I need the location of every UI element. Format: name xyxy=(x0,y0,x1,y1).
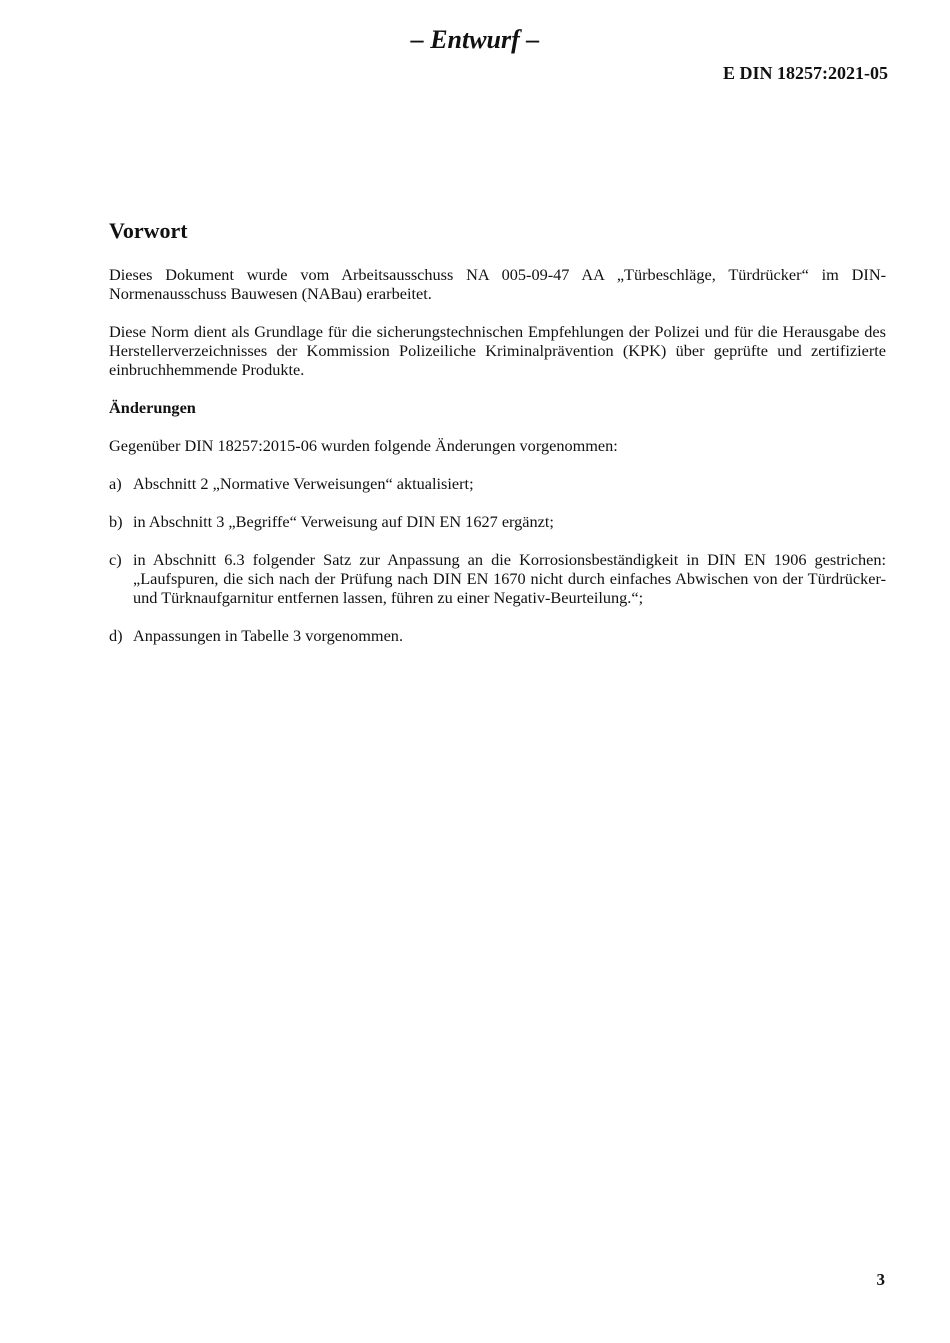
changes-list xyxy=(109,474,886,645)
list-item-text: in Abschnitt 6.3 folgender Satz zur Anpassung an die Korrosionsbeständigkeit in DIN EN 1906 gestrichen: „Laufspuren, die sich nach der Prüfung nach DIN EN 1670 nicht durch einfaches Abwischen von der Türdrücker- und Türknaufgarnitur entfernen lassen, führen zu einer Negativ-Beurteilung.“; xyxy=(133,550,886,607)
list-item xyxy=(109,512,886,531)
list-item xyxy=(109,550,886,607)
list-item xyxy=(109,626,886,645)
list-item-text: Anpassungen in Tabelle 3 vorgenommen. xyxy=(133,626,404,645)
page-number: 3 xyxy=(876,1270,885,1289)
list-item-marker: a) xyxy=(109,474,122,493)
foreword-paragraph-purpose: Diese Norm dient als Grundlage für die sicherungstechnischen Empfehlungen der Polizei und für die Herausgabe des Herstellerverzeichnisses der Kommission Polizeiliche Kriminalprävention (KPK) über geprüfte und zertifizierte einbruchhemmende Produkte. xyxy=(109,322,886,379)
changes-intro: Gegenüber DIN 18257:2015-06 wurden folgende Änderungen vorgenommen: xyxy=(109,436,618,455)
foreword-section xyxy=(109,217,886,664)
list-item xyxy=(109,474,886,493)
list-item-marker: b) xyxy=(109,512,123,531)
list-item-marker: c) xyxy=(109,550,122,569)
list-item-text: Abschnitt 2 „Normative Verweisungen“ aktualisiert; xyxy=(133,474,474,493)
draft-watermark-heading: – Entwurf – xyxy=(410,25,540,54)
document-identifier: E DIN 18257:2021-05 xyxy=(723,63,888,83)
changes-heading: Änderungen xyxy=(109,398,196,417)
list-item-text: in Abschnitt 3 „Begriffe“ Verweisung auf DIN EN 1627 ergänzt; xyxy=(133,512,554,531)
section-title: Vorwort xyxy=(109,218,188,243)
list-item-marker: d) xyxy=(109,626,123,645)
foreword-paragraph-committee: Dieses Dokument wurde vom Arbeitsausschuss NA 005-09-47 AA „Türbeschläge, Türdrücker“ im DIN-Normenausschuss Bauwesen (NABau) erarbeitet. xyxy=(109,265,886,303)
